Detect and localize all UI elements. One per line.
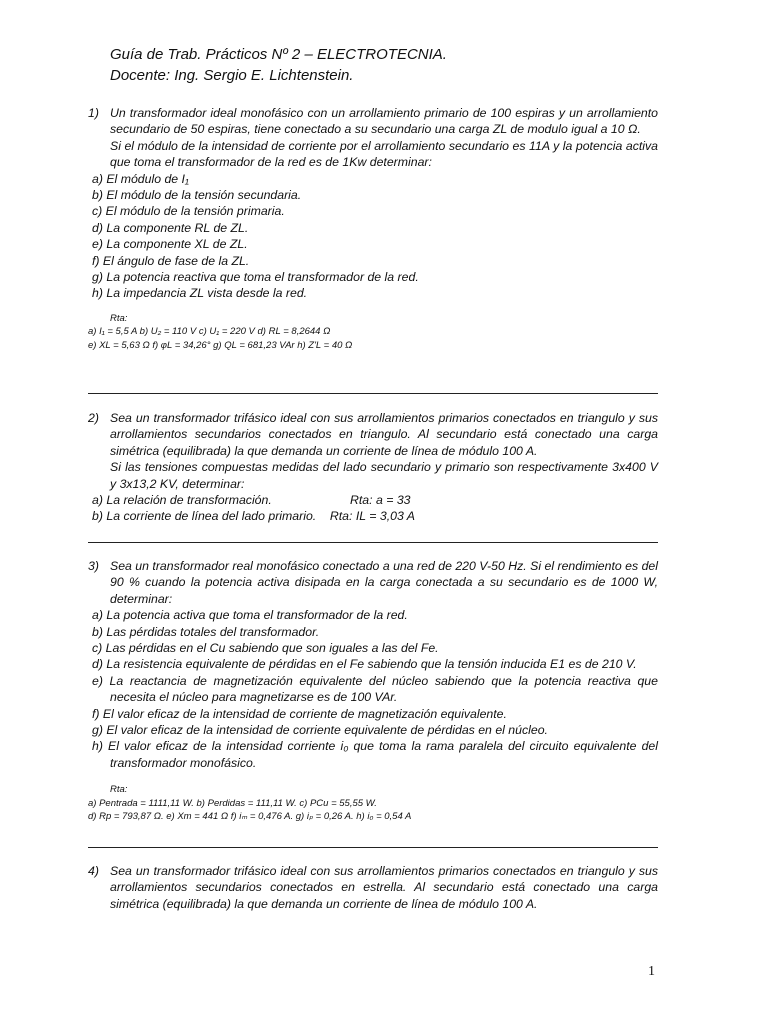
question-3-statement	[88, 558, 658, 607]
list-item: b) El módulo de la tensión secundaria.	[92, 188, 302, 203]
list-item: e) La reactancia de magnetización equivalente del núcleo sabiendo que la potencia reactiva que necesita el núcleo para magnetizarse es de 100 VAr.	[92, 673, 658, 705]
list-item: e) La componente XL de ZL.	[92, 237, 248, 252]
question-3	[88, 558, 658, 824]
list-item: f) El valor eficaz de la intensidad de corriente de magnetización equivalente.	[92, 706, 507, 721]
list-item	[88, 508, 658, 524]
question-2	[88, 410, 658, 525]
question-text-continued: Si las tensiones compuestas medidas del lado secundario y primario son respectivamente 3x400 V y 3x13,2 KV, determinar:	[110, 460, 658, 491]
list-item: b) Las pérdidas totales del transformador.	[92, 624, 320, 639]
list-item: d) La resistencia equivalente de pérdidas en el Fe sabiendo que la tensión inducida E1 es de 210 V.	[92, 657, 637, 672]
answers-label: Rta:	[110, 784, 128, 796]
question-3-items	[88, 607, 658, 771]
question-number: 4)	[88, 864, 99, 878]
question-1-statement	[88, 105, 658, 171]
list-item: a) La potencia activa que toma el transformador de la red.	[92, 608, 408, 623]
list-item: h) El valor eficaz de la intensidad corriente i₀ que toma la rama paralela del circuito equivalente del transformador monofásico.	[92, 739, 658, 770]
list-item: a) El módulo de I₁	[92, 171, 189, 186]
document-header	[110, 44, 447, 86]
answers-line: a) I₁ = 5,5 A b) U₂ = 110 V c) U₁ = 220 V d) RL = 8,2644 Ω	[88, 326, 331, 338]
item-answer: Rta: IL = 3,03 A	[329, 509, 415, 524]
list-item: c) Las pérdidas en el Cu sabiendo que son iguales a las del Fe.	[92, 641, 439, 656]
question-number: 1)	[88, 106, 99, 120]
list-item: g) La potencia reactiva que toma el transformador de la red.	[92, 270, 419, 285]
question-number: 2)	[88, 411, 99, 425]
list-item: g) El valor eficaz de la intensidad de corriente equivalente de pérdidas en el núcleo.	[92, 723, 548, 738]
question-4-statement	[88, 863, 658, 912]
answers-label: Rta:	[110, 312, 128, 324]
question-text: Un transformador ideal monofásico con un arrollamiento primario de 100 espiras y un arrollamiento secundario de 50 espiras, tiene conectado a su secundario una carga ZL de modulo igual a 10 Ω.	[110, 106, 658, 137]
item-text: b) La corriente de línea del lado primario.	[92, 509, 317, 524]
answers-line: d) Rp = 793,87 Ω. e) Xm = 441 Ω f) iₘ = 0,476 A. g) iₚ = 0,26 A. h) i₀ = 0,54 A	[88, 811, 412, 823]
list-item: h) La impedancia ZL vista desde la red.	[92, 286, 308, 301]
question-1-items	[88, 171, 658, 302]
question-number: 3)	[88, 559, 99, 573]
guide-title: Guía de Trab. Prácticos Nº 2 – ELECTROTECNIA.	[110, 46, 447, 63]
item-text: a) La relación de transformación.	[92, 493, 272, 508]
section-divider	[88, 847, 658, 848]
question-text-continued: Si el módulo de la intensidad de corriente por el arrollamiento secundario es 11A y la potencia activa que toma el transformador de la red es de 1Kw determinar:	[110, 138, 658, 170]
question-1	[88, 105, 658, 352]
section-divider	[88, 393, 658, 394]
answers-line: e) XL = 5,63 Ω f) φL = 34,26° g) QL = 681,23 VAr h) Z'L = 40 Ω	[88, 339, 353, 351]
section-divider	[88, 542, 658, 543]
teacher-name: Docente: Ing. Sergio E. Lichtenstein.	[110, 67, 354, 84]
question-text: Sea un transformador real monofásico conectado a una red de 220 V-50 Hz. Si el rendimiento es del 90 % cuando la potencia activa disipada en la carga conectada a su secundario es de 1000 W, determinar:	[110, 559, 658, 606]
answers-line: a) Pentrada = 1111,11 W. b) Perdidas = 111,11 W. c) PCu = 55,55 W.	[88, 797, 377, 809]
question-text: Sea un transformador trifásico ideal con sus arrollamientos primarios conectados en triangulo y sus arrollamientos secundarios conectados en estrella. Al secundario está conectado una carga simétrica (equilibrada) la que demanda un corriente de línea de módulo 100 A.	[110, 864, 658, 911]
answers-block	[88, 312, 658, 353]
list-item	[88, 492, 658, 508]
question-2-statement	[88, 410, 658, 492]
page-number: 1	[648, 964, 655, 979]
list-item: d) La componente RL de ZL.	[92, 220, 249, 235]
list-item: c) El módulo de la tensión primaria.	[92, 204, 285, 219]
answers-block	[88, 783, 658, 824]
item-answer: Rta: a = 33	[350, 493, 411, 508]
question-4	[88, 863, 658, 912]
list-item: f) El ángulo de fase de la ZL.	[92, 253, 250, 268]
question-text: Sea un transformador trifásico ideal con sus arrollamientos primarios conectados en triangulo y sus arrollamientos secundarios conectados en triangulo. Al secundario está conectado una carga simétrica (equilibrada) la que demanda un corriente de línea de módulo 100 A.	[110, 411, 658, 458]
